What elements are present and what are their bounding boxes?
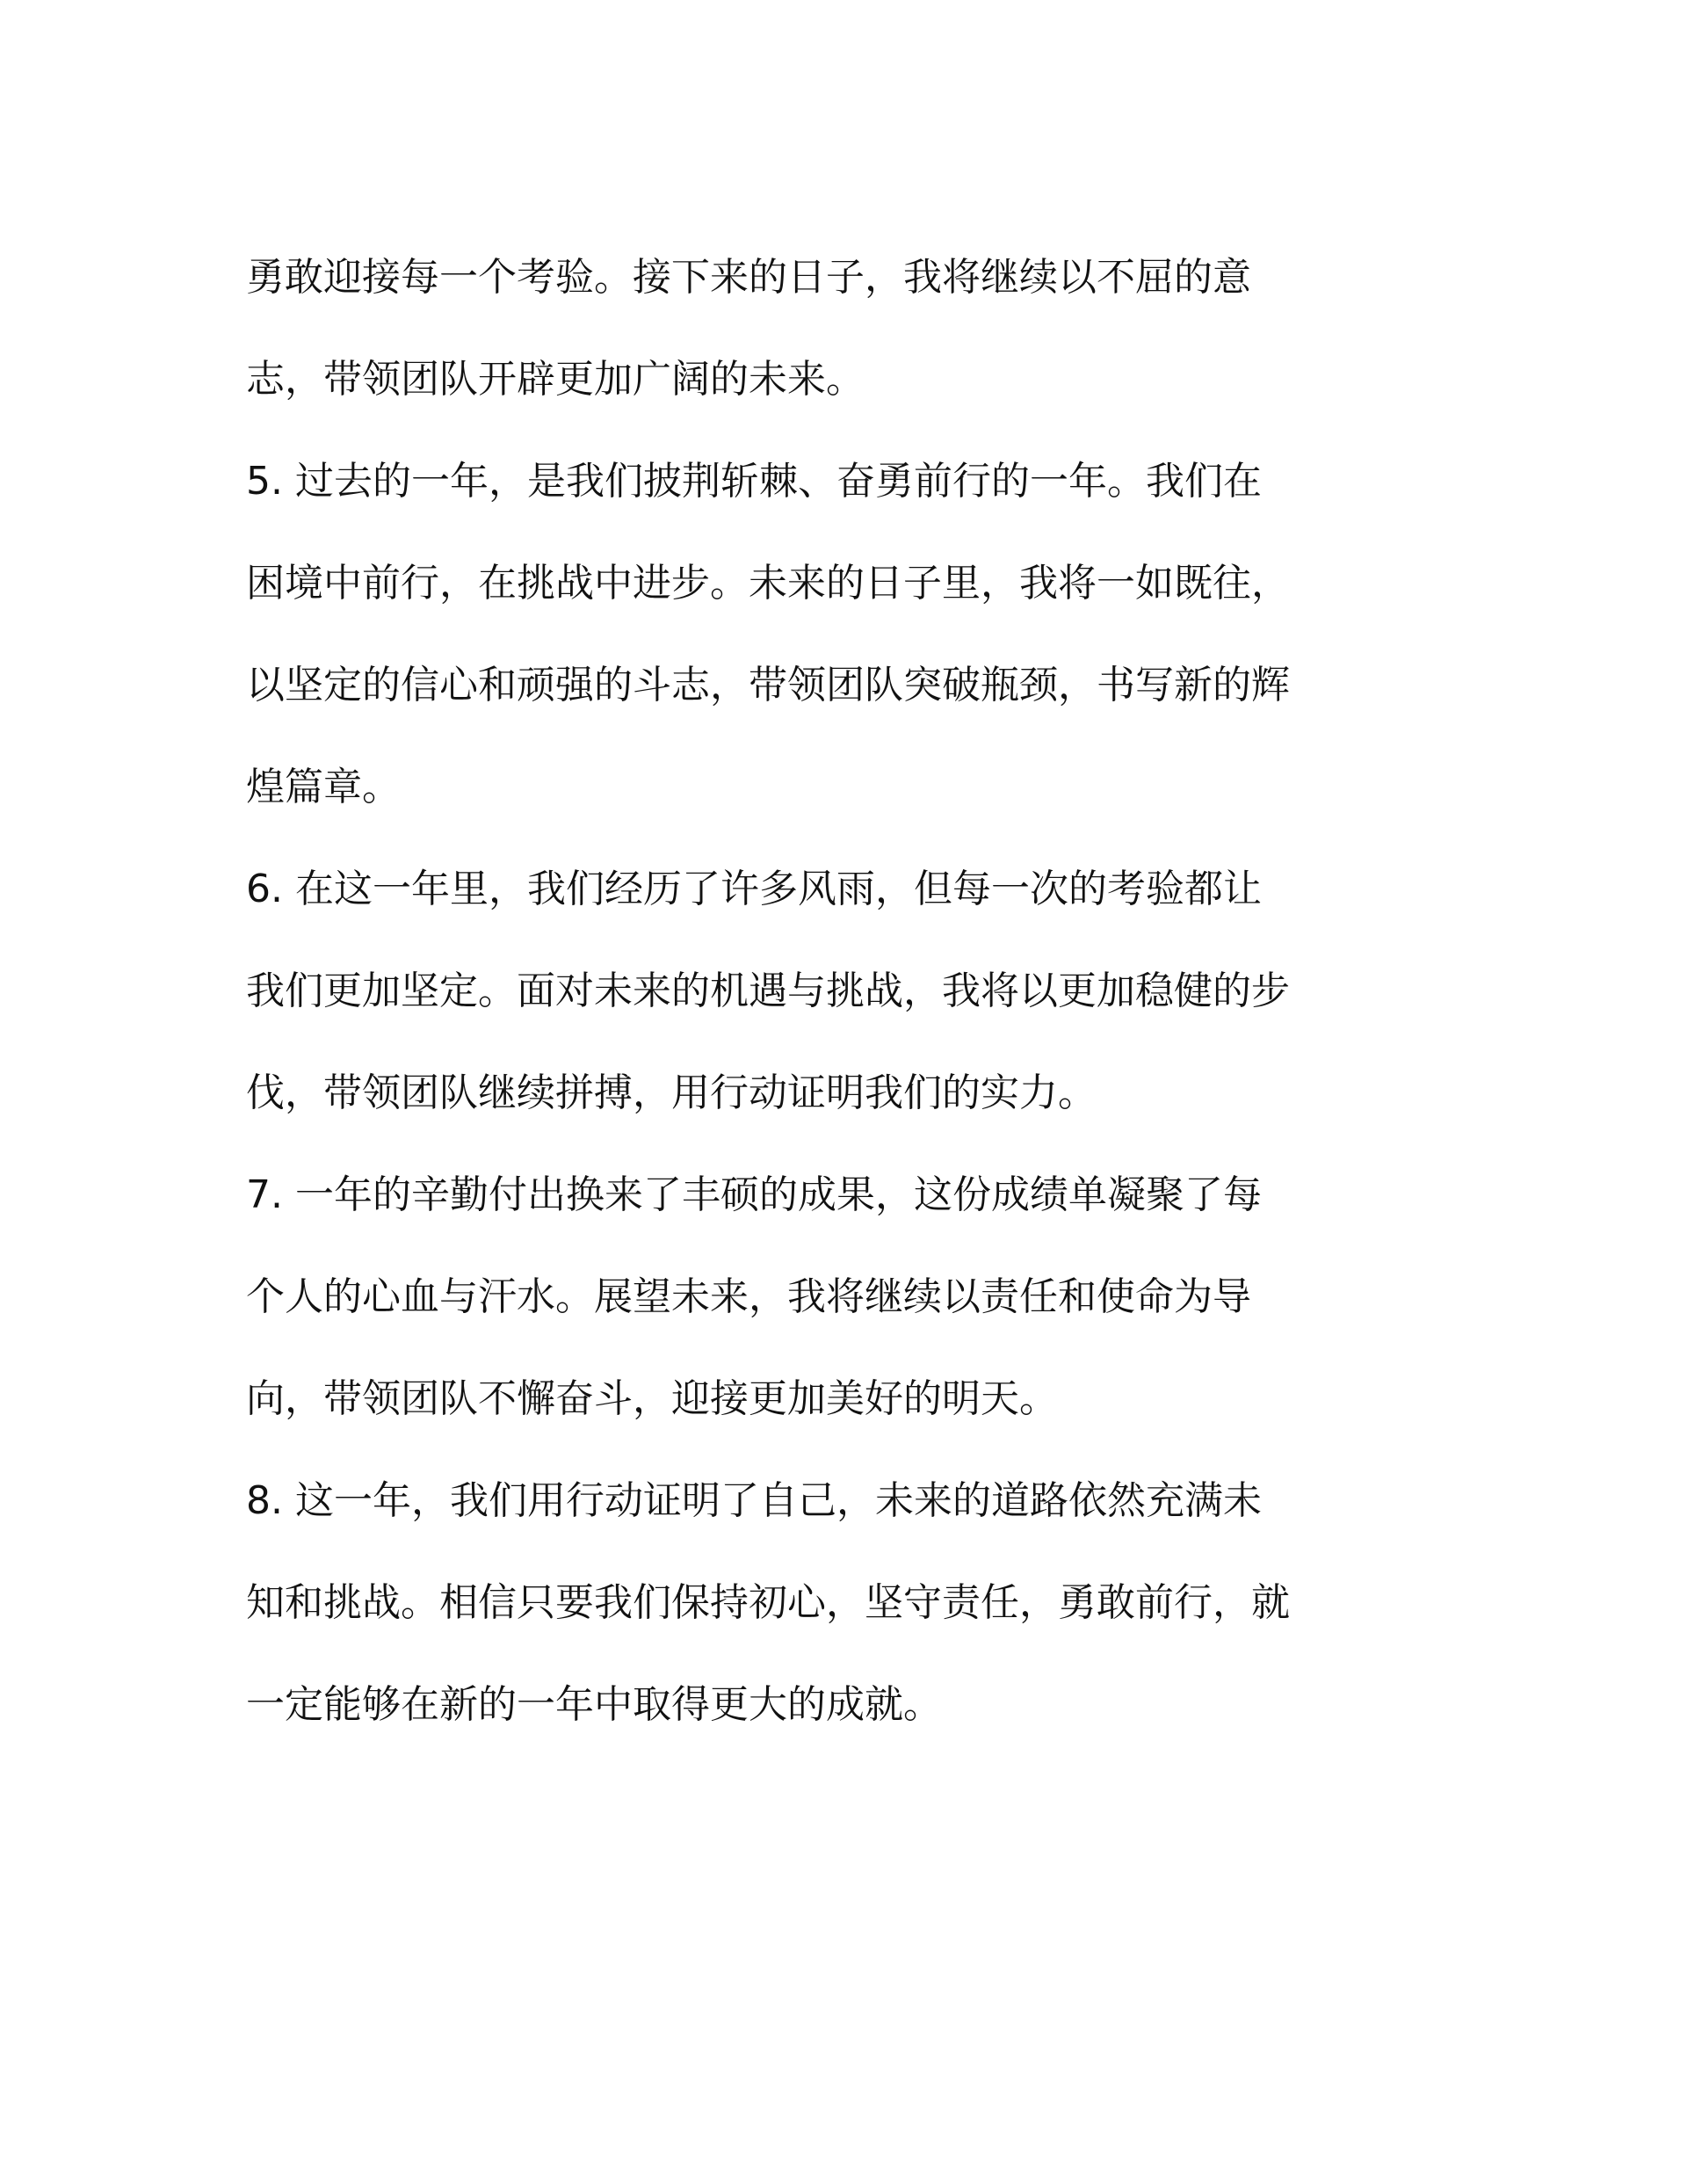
paragraph-item-8 [246, 1450, 1459, 1756]
text-line: 伐，带领团队继续拼搏，用行动证明我们的实力。 [246, 1070, 1097, 1115]
text-line: 志，带领团队开辟更加广阔的未来。 [246, 357, 865, 402]
text-line: 8. 这一年，我们用行动证明了自己，未来的道路依然充满未 [246, 1478, 1262, 1523]
text-line: 向，带领团队不懈奋斗，迎接更加美好的明天。 [246, 1376, 1058, 1421]
text-line: 知和挑战。相信只要我们保持初心，坚守责任，勇敢前行，就 [246, 1580, 1290, 1625]
text-line: 煌篇章。 [246, 765, 401, 809]
text-line: 以坚定的信心和顽强的斗志，带领团队突破瓶颈，书写新的辉 [246, 663, 1290, 707]
text-line: 5. 过去的一年，是我们披荆斩棘、奋勇前行的一年。我们在 [246, 459, 1262, 504]
paragraph-item-6 [246, 838, 1459, 1144]
text-line: 个人的心血与汗水。展望未来，我将继续以责任和使命为导 [246, 1274, 1251, 1319]
paragraph-item-7 [246, 1144, 1459, 1450]
text-line: 勇敢迎接每一个考验。接下来的日子，我将继续以不屈的意 [246, 255, 1251, 300]
paragraph-continuation [246, 227, 1459, 431]
text-line: 7. 一年的辛勤付出换来了丰硕的成果，这份成绩单凝聚了每 [246, 1172, 1262, 1217]
text-line: 6. 在这一年里，我们经历了许多风雨，但每一次的考验都让 [246, 867, 1262, 911]
text-line: 一定能够在新的一年中取得更大的成就。 [246, 1682, 942, 1727]
text-line: 困境中前行，在挑战中进步。未来的日子里，我将一如既往， [246, 561, 1290, 606]
document-body [246, 227, 1459, 1756]
paragraph-item-5 [246, 431, 1459, 838]
text-line: 我们更加坚定。面对未来的机遇与挑战，我将以更加稳健的步 [246, 969, 1290, 1013]
